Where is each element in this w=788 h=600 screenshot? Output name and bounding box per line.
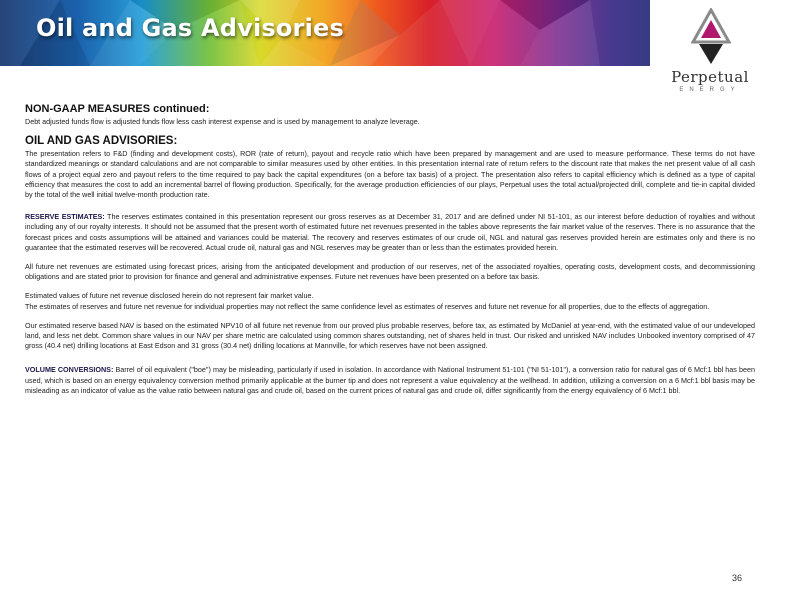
logo-name: Perpetual: [671, 68, 749, 86]
nav-paragraph: Our estimated reserve based NAV is based on the estimated NPV10 of all future net revenue from our proved plus probable reserves, before tax, as estimated by McDaniel at year-end, with the estimated value of our undeveloped land, and less net debt. Common share values in our NAV per share metric are calculated using common shares outstanding, net of shares held in trust. Our risked and unrisked NAV includes Unbooked inventory comprised of 47 gross (40.4 net) drilling locations at East Edson and 31 gross (30.4 net) drilling locations at Mannville, for which reserves have not been assigned.: [25, 320, 755, 351]
reserve-label: RESERVE ESTIMATES:: [25, 212, 105, 222]
future-revenue-paragraph: All future net revenues are estimated using forecast prices, arising from the anticipated development and production of our reserves, net of the associated royalties, operating costs, development costs, and decommissioning obligations and are stated prior to provision for finance and general and administrative expenses. Future net revenues have been presented on a before tax basis.: [25, 262, 755, 282]
estimated-values-line: Estimated values of future net revenue disclosed herein do not represent fair market value.: [25, 291, 314, 301]
nongaap-paragraph: Debt adjusted funds flow is adjusted funds flow less cash interest expense and is used by management to analyze leverage.: [25, 117, 420, 126]
logo-triangle-icon: [691, 8, 731, 66]
estimates-aggregation-paragraph: The estimates of reserves and future net revenue for individual properties may not reflect the same confidence level as estimates of reserves and future net revenue for all properties, due to the effects of aggregation.: [25, 301, 710, 311]
nongaap-heading: NON-GAAP MEASURES continued:: [25, 103, 210, 115]
header-banner: [0, 0, 650, 66]
logo-subtitle: ENERGY: [679, 87, 741, 93]
oilgas-heading: OIL AND GAS ADVISORIES:: [25, 135, 178, 148]
advisory-content: [25, 103, 755, 396]
reserve-paragraph: [25, 212, 755, 253]
volume-paragraph: [25, 365, 755, 396]
reserve-text: The reserves estimates contained in this presentation represent our gross reserves as at December 31, 2017 and are defined under NI 51-101, as our interest before deduction of royalties and without including any of our royalty interests. It should not be assumed that the present worth of estimated future net revenues presented in the tables above represents the fair market value of the reserves. There is no assurance that the forecast prices and costs assumptions will be attained and variances could be material. The recovery and reserves estimates of our crude oil, NGL and natural gas reserves provided herein are estimates only and there is no guarantee that the estimated reserves will be recovered. Actual crude oil, natural gas and NGL reserves may be greater than or less than the estimates provided herein.: [25, 212, 755, 252]
page-title: Oil and Gas Advisories: [36, 14, 344, 42]
volume-label: VOLUME CONVERSIONS:: [25, 365, 114, 375]
volume-text: Barrel of oil equivalent ("boe") may be misleading, particularly if used in isolation. In accordance with National Instrument 51-101 ("NI 51-101"), a conversion ratio for natural gas of 6 Mcf:1 bbl has been used, which is based on an energy equivalency conversion method primarily applicable at the burner tip and does not represent a value equivalency at the wellhead. In addition, utilizing a conversion on a 6 Mcf:1 bbl basis may be misleading as an indicator of value as the value ratio between natural gas and crude oil, based on the current prices of natural gas and crude oil, differ significantly from the energy equivalency of 6 Mcf:1 bbl.: [25, 365, 755, 395]
oilgas-paragraph: The presentation refers to F&D (finding and development costs), ROR (rate of return), payout and recycle ratio which have been prepared by management and are used to measure performance. These terms do not have standardized meanings or standard calculations and are not comparable to similar measures used by other entities. In this presentation internal rate of return refers to the discount rate that makes the net present value of all cash flows of a project equal zero and payout refers to the time required to pay back the capital expenditures (on a before tax basis) of a project. The presentation also refers to capital efficiency which is defined as a type of capital efficiency that measures the cost to add an incremental barrel of flowing production. Specifically, for the average production efficiencies of our plays, Perpetual uses the total actual/projected drill, complete and tie-in capital divided by the total of the well initial twelve-month production rate.: [25, 149, 755, 200]
company-logo: [655, 8, 765, 98]
page-number: 36: [732, 573, 743, 583]
